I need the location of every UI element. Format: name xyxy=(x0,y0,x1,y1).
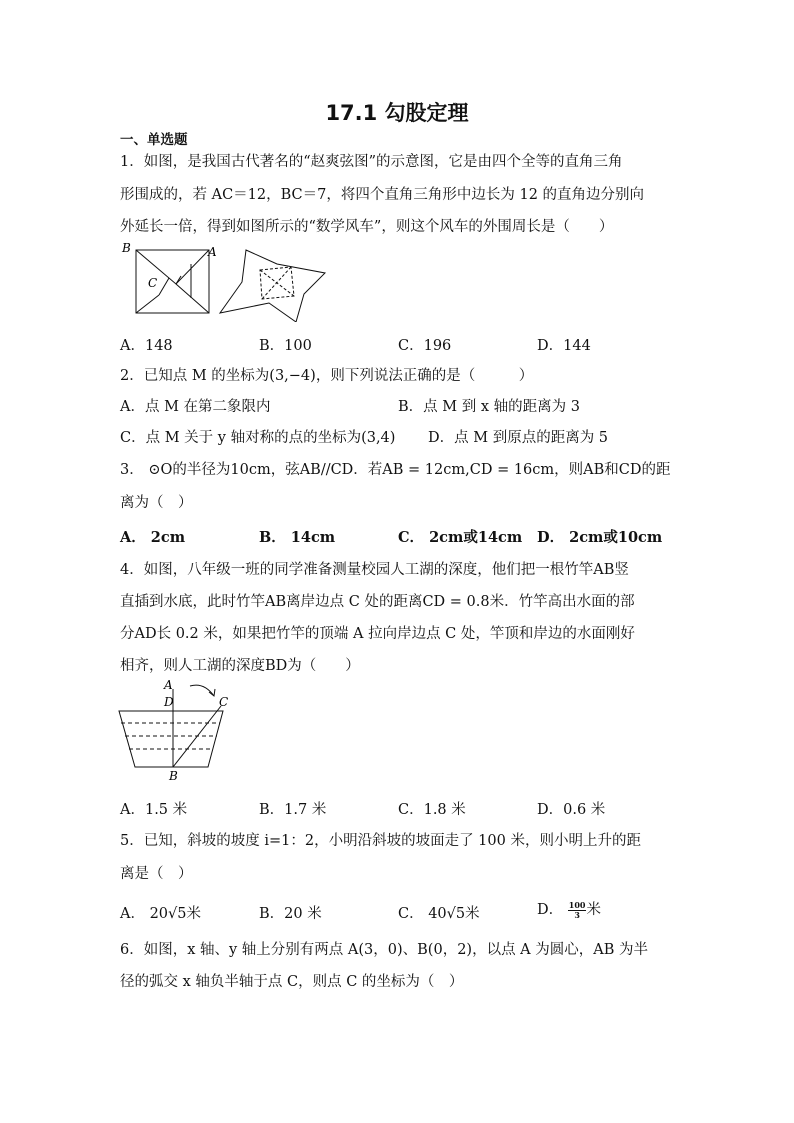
q2-line: 2．已知点 M 的坐标为(3,−4)，则下列说法正确的是（ ） xyxy=(120,368,534,384)
q5-line-2: 离是（ ） xyxy=(120,866,193,882)
q4-line-2: 直插到水底，此时竹竿AB离岸边点 C 处的距离CD = 0.8米．竹竿高出水面的部 xyxy=(120,594,635,610)
q3-option-d: D． 2cm或10cm xyxy=(537,529,663,546)
q2-option-b: B．点 M 到 x 轴的距离为 3 xyxy=(398,399,580,415)
q1-label-c: C xyxy=(148,276,158,290)
q5-option-d-unit: 米 xyxy=(586,902,601,918)
q2-option-d: D．点 M 到原点的距离为 5 xyxy=(428,430,609,446)
q3-option-b: B． 14cm xyxy=(259,529,336,546)
q1-option-b: B．100 xyxy=(259,338,312,354)
q5-option-a: A． 20√5米 xyxy=(120,906,201,922)
q1-line-2: 形围成的，若 AC＝12，BC＝7，将四个直角三角形中边长为 12 的直角边分别向 xyxy=(120,187,645,203)
q4-label-d: D xyxy=(164,695,174,709)
math-windmill-figure xyxy=(220,250,325,322)
q5-option-d xyxy=(537,898,601,920)
q5-option-d-fraction xyxy=(568,901,587,920)
q2-option-a: A．点 M 在第二象限内 xyxy=(120,399,271,415)
fraction-numerator: 100 xyxy=(568,899,586,910)
q3-line-1: 3． ⊙O的半径为10cm，弦AB//CD．若AB = 12cm,CD = 16cm，则AB和CD的距 xyxy=(120,462,671,478)
q1-figures xyxy=(118,240,328,322)
q4-line-4: 相齐，则人工湖的深度BD为（ ） xyxy=(120,658,360,674)
zhao-shuang-figure xyxy=(136,250,209,313)
q4-option-a: A．1.5 米 xyxy=(120,802,188,818)
q5-option-d-prefix: D． xyxy=(537,902,564,918)
q1-option-c: C．196 xyxy=(398,338,452,354)
q1-line-3: 外延长一倍，得到如图所示的“数学风车”，则这个风车的外围周长是（ ） xyxy=(120,219,614,235)
q5-line-1: 5．已知，斜坡的坡度 i=1：2，小明沿斜坡的坡面走了 100 米，则小明上升的距 xyxy=(120,833,641,849)
q4-label-b: B xyxy=(169,769,178,783)
q6-line-2: 径的弧交 x 轴负半轴于点 C，则点 C 的坐标为（ ） xyxy=(120,974,464,990)
q5-option-c: C． 40√5米 xyxy=(398,906,480,922)
q3-line-2: 离为（ ） xyxy=(120,495,193,511)
q4-label-a: A xyxy=(164,678,173,692)
lake-outline xyxy=(119,711,223,767)
q4-option-c: C．1.8 米 xyxy=(398,802,466,818)
fraction-denominator: 3 xyxy=(574,909,580,920)
q3-option-c: C． 2cm或14cm xyxy=(398,529,523,546)
q1-line-1: 1．如图，是我国古代著名的“赵爽弦图”的示意图，它是由四个全等的直角三角 xyxy=(120,154,623,170)
q1-option-a: A．148 xyxy=(120,338,173,354)
tilted-pole xyxy=(173,706,221,767)
q1-option-d: D．144 xyxy=(537,338,591,354)
q1-label-b: B xyxy=(122,241,131,255)
q4-line-1: 4．如图，八年级一班的同学准备测量校园人工湖的深度，他们把一根竹竿AB竖 xyxy=(120,562,629,578)
q4-lake-figure xyxy=(116,676,246,784)
q6-line-1: 6．如图，x 轴、y 轴上分别有两点 A(3，0)、B(0，2)，以点 A 为圆心，AB 为半 xyxy=(120,942,649,958)
q3-option-a: A． 2cm xyxy=(120,529,186,546)
q5-option-b: B．20 米 xyxy=(259,906,322,922)
q4-option-d: D．0.6 米 xyxy=(537,802,606,818)
arc-arrow xyxy=(190,685,214,696)
q4-line-3: 分AD长 0.2 米，如果把竹竿的顶端 A 拉向岸边点 C 处，竿顶和岸边的水面刚好 xyxy=(120,626,635,642)
q2-option-c: C．点 M 关于 y 轴对称的点的坐标为(3,4) xyxy=(120,430,396,446)
section-heading: 一、单选题 xyxy=(120,132,188,148)
page-title: 17.1 勾股定理 xyxy=(325,101,469,125)
q1-label-a: A xyxy=(208,245,217,259)
q4-option-b: B．1.7 米 xyxy=(259,802,327,818)
q4-label-c: C xyxy=(219,695,229,709)
